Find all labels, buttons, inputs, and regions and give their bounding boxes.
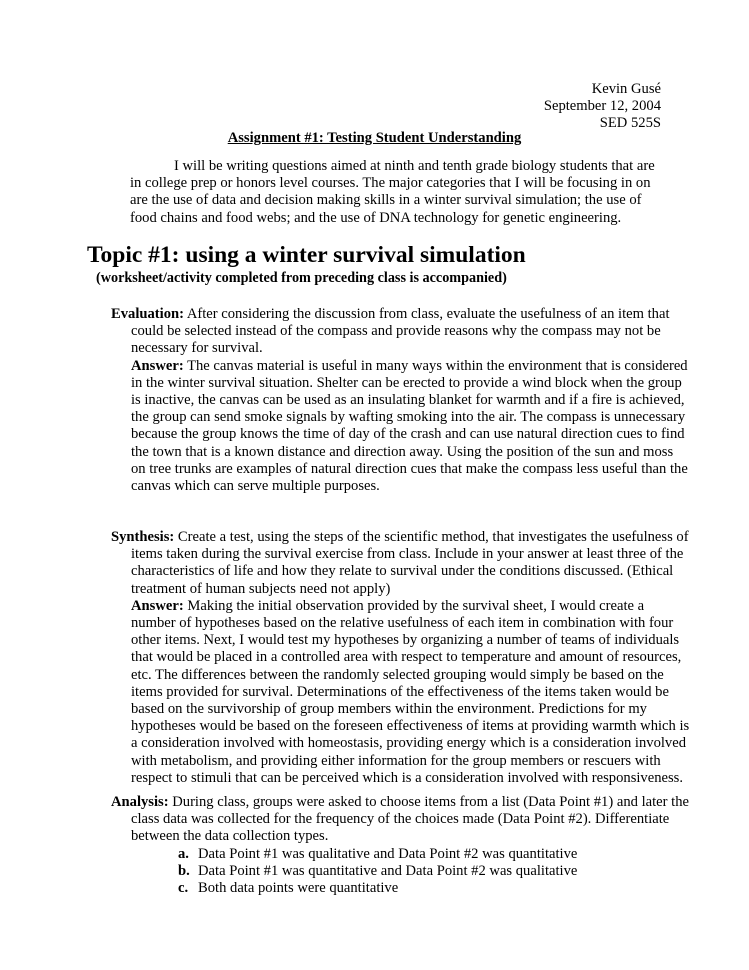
- author-name: Kevin Gusé: [591, 81, 661, 97]
- synthesis-answer-text: Making the initial observation provided by the survival sheet, I would create a number of hypotheses based on the relative usefulness of each item in combination with four other items. Next, I would test my hypotheses by organizing a number of teams of individuals that would be placed in a controlled area with respect to temperature and amount of resources, etc. The differences between the randomly selected grouping would simply be based on the items provided for survival. Determinations of the effectiveness of the items taken would be based on the survivorship of group members within the environment. Predictions for my hypotheses would be based on the foreseen effectiveness of items at providing warmth which is a consideration involved with homeostasis, providing energy which is a consideration involved with metabolism, and providing either information for the group members or rescuers with respect to stimuli that can be perceived which is a consideration involved with responsiveness.: [131, 597, 690, 786]
- synthesis-answer-label: Answer:: [131, 597, 184, 614]
- evaluation-answer-text: The canvas material is useful in many ways within the environment that is considered in the winter survival situation. Shelter can be erected to provide a wind block when the group is inactive, the canvas can be used as an insulating blanket for warmth and if a fire is achieved, the group can send smoke signals by wafting smoking into the air. The compass is unnecessary because the group knows the time of day of the crash and can use natural direction cues to find the town that is a known distance and direction away. Using the position of the sun and moss on tree trunks are examples of natural direction cues that make the compass less useful than the canvas which can serve multiple purposes.: [131, 357, 688, 495]
- synthesis-question: [111, 529, 691, 787]
- evaluation-question-text: After considering the discussion from class, evaluate the usefulness of an item that could be selected instead of the compass and provide reasons why the compass may not be necessary for survival.: [131, 306, 670, 357]
- document-date: September 12, 2004: [543, 98, 661, 115]
- document-header: [544, 81, 661, 133]
- choice-letter: a.: [178, 846, 189, 862]
- analysis-label: Analysis:: [111, 794, 169, 810]
- topic-heading: Topic #1: using a winter survival simulation: [87, 242, 526, 268]
- choice-a: [178, 846, 658, 863]
- choice-letter: b.: [178, 863, 190, 880]
- choice-b: [178, 863, 658, 880]
- choice-text: Both data points were quantitative: [198, 880, 399, 897]
- choice-text: Data Point #1 was qualitative and Data Point #2 was quantitative: [198, 846, 578, 862]
- choice-c: [178, 880, 658, 897]
- course-code: SED 525S: [599, 115, 661, 132]
- evaluation-question: [111, 306, 691, 495]
- analysis-question-text: During class, groups were asked to choose items from a list (Data Point #1) and later the class data was collected for the frequency of the choices made (Data Point #2). Differentiate between the data collection types.: [131, 794, 689, 845]
- synthesis-label: Synthesis:: [111, 529, 175, 545]
- synthesis-question-text: Create a test, using the steps of the scientific method, that investigates the usefulness of items taken during the survival exercise from class. Include in your answer at least three of the characteristics of life and how they relate to survival under the conditions discussed. (Ethical treatment of human subjects need not apply): [131, 529, 689, 597]
- analysis-question: [111, 794, 691, 846]
- evaluation-label: Evaluation:: [111, 306, 184, 322]
- intro-paragraph: I will be writing questions aimed at ninth and tenth grade biology students that are in college prep or honors level courses. The major categories that I will be focusing in on are the use of data and decision making skills in a winter survival simulation; the use of food chains and food webs; and the use of DNA technology for genetic engineering.: [130, 158, 655, 226]
- analysis-choices: [178, 846, 658, 898]
- topic-subheading: (worksheet/activity completed from preceding class is accompanied): [96, 270, 507, 286]
- assignment-title: Assignment #1: Testing Student Understanding: [227, 130, 522, 146]
- evaluation-answer-label: Answer:: [131, 357, 184, 374]
- choice-letter: c.: [178, 880, 189, 897]
- choice-text: Data Point #1 was quantitative and Data Point #2 was qualitative: [198, 863, 578, 880]
